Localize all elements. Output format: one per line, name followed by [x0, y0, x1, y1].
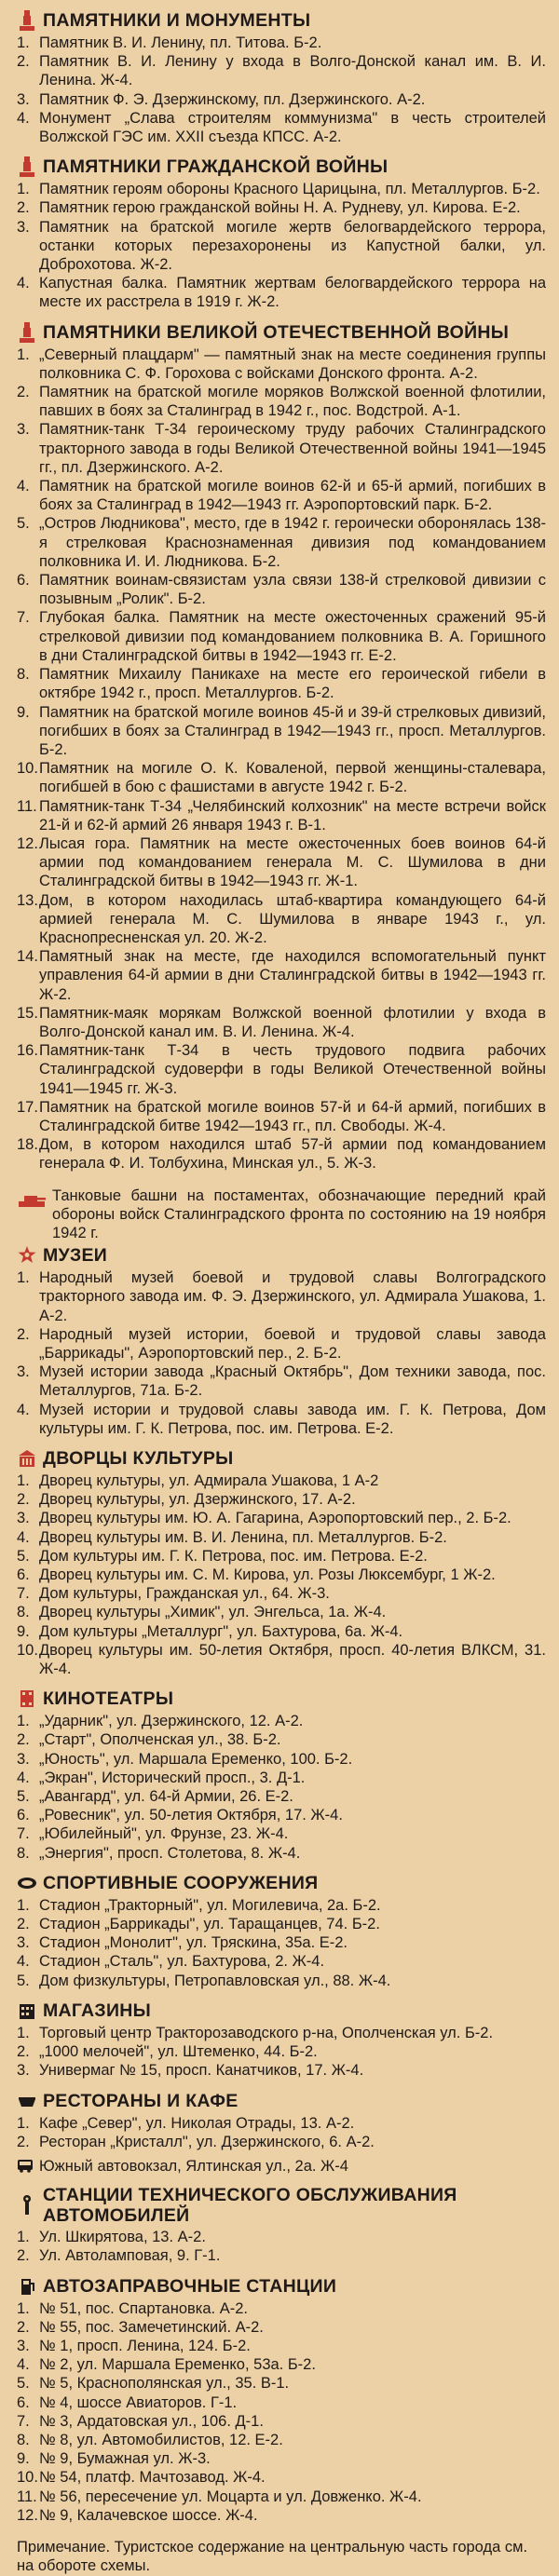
list-item	[17, 608, 546, 665]
list-item	[17, 2431, 546, 2449]
item-number: 7.	[17, 1825, 30, 1843]
item-number: 12.	[17, 2506, 38, 2524]
list-item	[17, 34, 546, 52]
section-header	[17, 1872, 546, 1894]
list-item	[17, 665, 546, 702]
item-text: Памятник героям обороны Красного Царицына, пл. Металлургов. Б-2.	[39, 181, 540, 198]
section-list	[17, 2114, 546, 2151]
section-title: ПАМЯТНИКИ ГРАЖДАНСКОЙ ВОЙНЫ	[43, 156, 389, 178]
item-number: 11.	[17, 797, 37, 815]
list-item	[17, 834, 546, 891]
item-text: Дворец культуры, ул. Адмирала Ушакова, 1 А-2	[39, 1472, 379, 1490]
list-item	[17, 1641, 546, 1678]
list-item	[17, 1363, 546, 1400]
item-number: 2.	[17, 1731, 30, 1749]
monument-icon	[17, 321, 37, 344]
list-item	[17, 218, 546, 275]
section-palaces	[17, 1447, 546, 1678]
item-number: 1.	[17, 1896, 30, 1914]
restaurant-icon	[17, 2090, 37, 2112]
item-text: Памятник-танк Т-34 „Челябинский колхозник" на месте встречи войск 21-й и 62-й армий 26 января 1943 г. В-1.	[39, 797, 546, 834]
item-number: 6.	[17, 572, 30, 590]
list-item	[17, 947, 546, 1004]
item-number: 6.	[17, 1807, 30, 1824]
item-text: Памятник Михаилу Паникахе на месте его героической гибели в октябре 1942 г., просп. Металлургов. Б-2.	[39, 666, 546, 702]
item-number: 2.	[17, 1325, 30, 1343]
bus-icon	[17, 2158, 34, 2177]
item-number: 8.	[17, 1844, 30, 1862]
section-header	[17, 156, 546, 178]
item-text: „Авангард", ул. 64-й Армии, 26. Е-2.	[39, 1788, 293, 1806]
item-number: 3.	[17, 421, 30, 439]
shop-icon	[17, 2000, 37, 2022]
list-item	[17, 2228, 546, 2246]
item-number: 7.	[17, 609, 30, 627]
list-item	[17, 198, 546, 217]
item-text: „Ровесник", ул. 50-летия Октября, 17. Ж-4.	[39, 1807, 343, 1824]
item-number: 8.	[17, 2431, 30, 2448]
item-number: 9.	[17, 2450, 30, 2468]
item-text: Глубокая балка. Памятник на месте ожесточенных сражений 95-й стрелковой дивизии под командованием полковника В. А. Горишного в дни Сталинградской битвы в 1942—1943 гг. Е-2.	[39, 609, 546, 664]
list-item	[17, 274, 546, 311]
item-number: 4.	[17, 1401, 30, 1418]
list-item	[17, 1004, 546, 1041]
item-number: 17.	[17, 1098, 38, 1116]
section-ww2	[17, 321, 546, 1173]
section-header	[17, 1244, 546, 1267]
list-item	[17, 1268, 546, 1325]
item-text: Ресторан „Кристалл", ул. Дзержинского, 6. А-2.	[39, 2133, 375, 2150]
item-text: „Остров Людникова", место, где в 1942 г. героически оборонялась 138-я стрелковая Краснознаменная дивизия под командованием полковника И. И. Людникова. Б-2.	[39, 515, 546, 570]
list-item	[17, 1325, 546, 1363]
item-number: 7.	[17, 2412, 30, 2430]
list-item	[17, 2299, 546, 2318]
item-text: Дворец культуры им. В. И. Ленина, пл. Металлургов. Б-2.	[39, 1528, 447, 1546]
item-text: Кафе „Север", ул. Николая Отрады, 13. А-2.	[39, 2114, 355, 2132]
item-text: Дворец культуры, ул. Дзержинского, 17. А-2.	[39, 1491, 356, 1509]
list-item	[17, 90, 546, 109]
list-item	[17, 1824, 546, 1843]
item-number: 15.	[17, 1004, 38, 1022]
item-number: 3.	[17, 1510, 30, 1527]
item-number: 9.	[17, 1622, 30, 1640]
stadium-icon	[17, 1872, 37, 1894]
list-item	[17, 1915, 546, 1933]
item-number: 9.	[17, 703, 30, 721]
section-title: ДВОРЦЫ КУЛЬТУРЫ	[43, 1448, 234, 1470]
section-title: СТАНЦИИ ТЕХНИЧЕСКОГО ОБСЛУЖИВАНИЯ АВТОМОБИЛЕЙ	[43, 2185, 457, 2227]
list-item	[17, 1528, 546, 1547]
section-list	[17, 1712, 546, 1863]
item-text: Музей истории завода „Красный Октябрь", Дом техники завода, пос. Металлургов, 71а. Б-2.	[39, 1363, 546, 1400]
item-number: 4.	[17, 478, 30, 495]
item-text: № 9, Калачевское шоссе. Ж-4.	[39, 2506, 258, 2524]
tanks-note-text: Танковые башни на постаментах, обозначающие передний край обороны войск Сталинградского фронта по состоянию на 19 ноября 1942 г.	[52, 1186, 546, 1241]
list-item	[17, 2374, 546, 2393]
item-number: 4.	[17, 109, 30, 127]
item-text: Памятник на братской могиле жертв белогвардейского террора, останки которых перезахоронены из Капустной балки, ул. Доброхотова. Ж-2.	[39, 218, 546, 274]
item-number: 3.	[17, 2062, 30, 2080]
list-item	[17, 2246, 546, 2265]
list-item	[17, 180, 546, 198]
section-list	[17, 2299, 546, 2525]
section-header	[17, 1688, 546, 1710]
item-number: 5.	[17, 2375, 30, 2393]
item-text: Стадион „Тракторный", ул. Могилевича, 2а. Б-2.	[39, 1896, 381, 1914]
item-number: 12.	[17, 834, 38, 852]
list-item	[17, 2042, 546, 2061]
item-number: 2.	[17, 199, 30, 217]
item-number: 10.	[17, 760, 38, 778]
item-text: Стадион „Монолит", ул. Тряскина, 35а. Е-2.	[39, 1934, 348, 1952]
list-item	[17, 1769, 546, 1787]
item-text: Стадион „Баррикады", ул. Таращанцев, 74. Б-2.	[39, 1916, 380, 1933]
cinema-icon	[17, 1688, 37, 1710]
item-text: Дворец культуры им. Ю. А. Гагарина, Аэропортовский пер., 2. Б-2.	[39, 1510, 511, 1527]
list-item	[17, 1490, 546, 1509]
item-number: 5.	[17, 515, 30, 533]
list-item	[17, 1547, 546, 1566]
bus-station-entry	[17, 2157, 546, 2176]
item-text: „Северный плацдарм" — памятный знак на месте соединения группы полковника С. Ф. Горохова с войсками Донского фронта. А-2.	[39, 346, 546, 382]
item-number: 2.	[17, 2133, 30, 2150]
item-number: 1.	[17, 2299, 30, 2317]
item-text: „Энергия", просп. Столетова, 8. Ж-4.	[39, 1844, 301, 1862]
item-number: 2.	[17, 53, 30, 71]
item-text: Памятник В. И. Ленину у входа в Волго-Донской канал им. В. И. Ленина. Ж-4.	[39, 53, 546, 89]
list-item	[17, 1041, 546, 1098]
item-number: 16.	[17, 1042, 38, 1060]
item-text: Памятник-танк Т-34 в честь трудового подвига рабочих Сталинградской судоверфи в годы Великой Отечественной войны 1941—1945 гг. Ж-3.	[39, 1042, 546, 1097]
item-text: Лысая гора. Памятник на месте ожесточенных боев воинов 64-й армии под командованием генерала М. С. Шумилова в дни Сталинградской битвы в 1942—1943 гг. Ж-1.	[39, 834, 546, 890]
list-item	[17, 703, 546, 760]
list-item	[17, 2355, 546, 2374]
item-number: 8.	[17, 1604, 30, 1621]
list-item	[17, 1566, 546, 1584]
item-number: 3.	[17, 1750, 30, 1768]
section-list	[17, 2024, 546, 2081]
item-text: Дом культуры, Гражданская ул., 64. Ж-3.	[39, 1585, 330, 1603]
list-item	[17, 1787, 546, 1806]
list-item	[17, 1098, 546, 1135]
section-title: МУЗЕИ	[43, 1245, 108, 1267]
list-item	[17, 2449, 546, 2468]
item-number: 2.	[17, 2043, 30, 2061]
item-text: № 1, просп. Ленина, 124. Б-2.	[39, 2337, 251, 2354]
item-number: 6.	[17, 1566, 30, 1584]
list-item	[17, 2412, 546, 2431]
list-item	[17, 1712, 546, 1730]
item-text: Монумент „Слава строителям коммунизма" в честь строителей Волжской ГЭС им. XXII съезда КПСС. А-2.	[39, 109, 546, 146]
section-civil-war	[17, 156, 546, 311]
item-text: Народный музей истории, боевой и трудовой славы завода „Баррикады", Аэропортовский пер., 2. Б-2.	[39, 1325, 546, 1362]
list-item	[17, 1730, 546, 1749]
item-text: № 4, шоссе Авиаторов. Г-1.	[39, 2393, 238, 2411]
section-shops	[17, 2000, 546, 2081]
list-item	[17, 2506, 546, 2525]
list-item	[17, 1952, 546, 1971]
museum-icon	[17, 1244, 37, 1267]
item-number: 3.	[17, 90, 30, 108]
item-number: 1.	[17, 34, 30, 51]
list-item	[17, 2488, 546, 2506]
section-header	[17, 2090, 546, 2112]
section-title: МАГАЗИНЫ	[43, 2000, 152, 2021]
item-text: Памятник В. И. Ленину, пл. Титова. Б-2.	[39, 34, 322, 51]
list-item	[17, 1750, 546, 1769]
item-number: 1.	[17, 1269, 30, 1287]
item-number: 5.	[17, 1788, 30, 1806]
list-item	[17, 1896, 546, 1915]
list-item	[17, 891, 546, 948]
item-text: „Ударник", ул. Дзержинского, 12. А-2.	[39, 1713, 304, 1730]
item-text: Дворец культуры им. С. М. Кирова, ул. Розы Люксембург, 1 Ж-2.	[39, 1566, 496, 1584]
section-title: КИНОТЕАТРЫ	[43, 1688, 174, 1710]
item-number: 2.	[17, 384, 30, 401]
item-text: № 2, ул. Маршала Еременко, 53а. Б-2.	[39, 2356, 316, 2374]
list-item	[17, 1603, 546, 1621]
item-text: „Юбилейный", ул. Фрунзе, 23. Ж-4.	[39, 1825, 289, 1843]
item-text: Памятник на братской могиле воинов 57-й и 64-й армий, погибших в Сталинградской битве 1942—1943 гг., пл. Свободы. Ж-4.	[39, 1098, 546, 1134]
list-item	[17, 1933, 546, 1952]
item-number: 3.	[17, 2337, 30, 2354]
list-item	[17, 2133, 546, 2151]
item-number: 2.	[17, 1916, 30, 1933]
service-icon	[17, 2194, 37, 2217]
list-item	[17, 1135, 546, 1173]
item-text: № 3, Ардатовская ул., 106. Д-1.	[39, 2412, 264, 2430]
list-item	[17, 1844, 546, 1863]
section-list	[17, 346, 546, 1173]
list-item	[17, 1806, 546, 1824]
item-number: 10.	[17, 2469, 38, 2487]
item-number: 4.	[17, 275, 30, 292]
item-number: 1.	[17, 1713, 30, 1730]
fuel-icon	[17, 2275, 37, 2298]
item-number: 8.	[17, 666, 30, 684]
list-item	[17, 2337, 546, 2355]
item-text: Памятник Ф. Э. Дзержинскому, пл. Дзержинского. А-2.	[39, 90, 426, 108]
section-fuel	[17, 2275, 546, 2525]
item-text: № 54, платф. Мачтозавод. Ж-4.	[39, 2469, 266, 2487]
item-number: 2.	[17, 1491, 30, 1509]
list-item	[17, 2318, 546, 2337]
list-item	[17, 2061, 546, 2080]
section-header	[17, 321, 546, 344]
list-item	[17, 1584, 546, 1603]
item-text: Дом, в котором находился штаб 57-й армии под командованием генерала Ф. И. Толбухина, Минская ул., 5. Ж-3.	[39, 1136, 546, 1173]
section-title: ПАМЯТНИКИ И МОНУМЕНТЫ	[43, 10, 311, 31]
list-item	[17, 383, 546, 420]
list-item	[17, 2114, 546, 2133]
item-number: 1.	[17, 2114, 30, 2132]
item-text: Памятник герою гражданской войны Н. А. Рудневу, ул. Кирова. Е-2.	[39, 199, 521, 217]
section-list	[17, 1471, 546, 1678]
list-item	[17, 2393, 546, 2412]
list-item	[17, 1471, 546, 1490]
item-text: Памятный знак на месте, где находился вспомогательный пункт управления 64-й армии в дни Сталинградской битвы в 1942—1943 гг. Ж-2.	[39, 948, 546, 1003]
legend-part-places	[17, 1244, 546, 2525]
item-text: Дворец культуры им. 50-летия Октября, просп. 40-летия ВЛКСМ, 31. Ж-4.	[39, 1641, 546, 1678]
item-number: 5.	[17, 1547, 30, 1565]
item-text: Памятник-маяк морякам Волжской военной флотилии у входа в Волго-Донской канал им. В. И. Ленина. Ж-4.	[39, 1004, 546, 1040]
item-number: 13.	[17, 891, 38, 909]
item-text: Дом культуры „Металлург", ул. Бахтурова, 6а. Ж-4.	[39, 1622, 403, 1640]
item-text: Ул. Шкирятова, 13. А-2.	[39, 2229, 206, 2246]
tanks-note	[17, 1186, 546, 1243]
list-item	[17, 514, 546, 571]
item-text: Дворец культуры „Химик", ул. Энгельса, 1а. Ж-4.	[39, 1604, 387, 1621]
list-item	[17, 346, 546, 383]
item-text: № 55, пос. Замечетинский. А-2.	[39, 2318, 264, 2336]
item-number: 2.	[17, 2247, 30, 2265]
section-header	[17, 1447, 546, 1470]
item-text: Памятник на братской могиле воинов 45-й и 39-й стрелковых дивизий, погибших в боях за Сталинград в 1942—1943 гг., просп. Металлургов. Б-2.	[39, 703, 546, 758]
item-number: 3.	[17, 218, 30, 236]
list-item	[17, 109, 546, 146]
section-museums	[17, 1244, 546, 1438]
section-header	[17, 2000, 546, 2022]
footnote: Примечание. Туристское содержание на центральную часть города см. на обороте схемы.	[17, 2538, 528, 2575]
item-text: Торговый центр Тракторозаводского р-на, Ополченская ул. Б-2.	[39, 2024, 494, 2041]
section-monuments	[17, 9, 546, 146]
item-text: Дом культуры им. Г. К. Петрова, пос. им. Петрова. Е-2.	[39, 1547, 428, 1565]
section-list	[17, 1268, 546, 1438]
palace-icon	[17, 1447, 37, 1470]
list-item	[17, 52, 546, 89]
item-number: 4.	[17, 1528, 30, 1546]
list-item	[17, 1509, 546, 1527]
item-number: 1.	[17, 181, 30, 198]
item-number: 1.	[17, 2229, 30, 2246]
list-item	[17, 477, 546, 514]
item-text: Дом физкультуры, Петропавловская ул., 88. Ж-4.	[39, 1972, 391, 1989]
item-number: 4.	[17, 1769, 30, 1786]
item-number: 18.	[17, 1136, 38, 1154]
section-service	[17, 2185, 546, 2265]
section-sports	[17, 1872, 546, 1990]
section-header	[17, 2185, 546, 2226]
item-text: „Старт", Ополченская ул., 38. Б-2.	[39, 1731, 281, 1749]
item-text: № 56, пересечение ул. Моцарта и ул. Довженко. Ж-4.	[39, 2488, 422, 2505]
item-text: № 5, Краснополянская ул., 35. В-1.	[39, 2375, 290, 2393]
item-text: Дом, в котором находилась штаб-квартира командующего 64-й армией генерала М. С. Шумилова в январе 1943 г., ул. Краснопресненская ул. 20. Ж-2.	[39, 891, 546, 946]
list-item	[17, 759, 546, 796]
item-text: Памятник на братской могиле моряков Волжской военной флотилии, павших в боях за Сталинград в 1942 г., пос. Водстрой. А-1.	[39, 384, 546, 420]
section-cinemas	[17, 1688, 546, 1863]
section-list	[17, 2228, 546, 2265]
section-list	[17, 180, 546, 311]
list-item	[17, 2024, 546, 2042]
item-number: 1.	[17, 346, 30, 363]
item-number: 6.	[17, 2393, 30, 2411]
section-list	[17, 34, 546, 146]
list-item	[17, 1972, 546, 1990]
item-number: 2.	[17, 2318, 30, 2336]
item-text: Народный музей боевой и трудовой славы Волгоградского тракторного завода им. Ф. Э. Дзержинского, ул. Адмирала Ушакова, 1. А-2.	[39, 1269, 546, 1324]
list-item	[17, 2468, 546, 2487]
item-text: Капустная балка. Памятник жертвам белогвардейского террора на месте их расстрела в 1919 г. Ж-2.	[39, 275, 546, 311]
item-number: 14.	[17, 948, 38, 966]
item-number: 5.	[17, 1972, 30, 1989]
section-header	[17, 9, 546, 32]
item-text: Памятник-танк Т-34 героическому труду рабочих Сталинградского тракторного завода в годы Великой Отечественной войны 1941—1945 гг., пл. Дзержинского. А-2.	[39, 421, 546, 476]
item-number: 1.	[17, 1472, 30, 1490]
item-number: 10.	[17, 1641, 38, 1659]
item-number: 4.	[17, 2356, 30, 2374]
item-text: Музей истории и трудовой славы завода им. Г. К. Петрова, Дом культуры им. Г. К. Петрова, пос. им. Петрова. Е-2.	[39, 1401, 546, 1437]
item-text: Стадион „Сталь", ул. Бахтурова, 2. Ж-4.	[39, 1953, 325, 1971]
legend-part-monuments	[17, 9, 546, 1173]
item-text: „Юность", ул. Маршала Еременко, 100. Б-2.	[39, 1750, 353, 1768]
section-title: РЕСТОРАНЫ И КАФЕ	[43, 2090, 239, 2111]
item-number: 3.	[17, 1363, 30, 1381]
item-text: Ул. Автоламповая, 9. Г-1.	[39, 2247, 221, 2265]
section-title: СПОРТИВНЫЕ СООРУЖЕНИЯ	[43, 1872, 319, 1893]
item-text: Памятник на братской могиле воинов 62-й и 65-й армий, погибших в боях за Сталинград в 1942—1943 гг. Аэропортовский парк. Б-2.	[39, 478, 546, 514]
section-title: АВТОЗАПРАВОЧНЫЕ СТАНЦИИ	[43, 2275, 337, 2297]
item-text: № 51, пос. Спартановка. А-2.	[39, 2299, 248, 2317]
item-text: Памятник воинам-связистам узла связи 138-й стрелковой дивизии с позывным „Ролик". Б-2.	[39, 572, 546, 608]
item-text: Универмаг № 15, просп. Канатчиков, 17. Ж-4.	[39, 2062, 364, 2080]
tank-turret-icon	[17, 1188, 47, 1209]
item-text: „1000 мелочей", ул. Штеменко, 44. Б-2.	[39, 2043, 318, 2061]
section-list	[17, 1896, 546, 1990]
item-number: 7.	[17, 1585, 30, 1603]
item-number: 11.	[17, 2488, 37, 2505]
monument-icon	[17, 9, 37, 32]
list-item	[17, 571, 546, 608]
list-item	[17, 797, 546, 834]
bus-station-text: Южный автовокзал, Ялтинская ул., 2а. Ж-4	[39, 2157, 348, 2175]
section-restaurants	[17, 2090, 546, 2176]
list-item	[17, 1622, 546, 1641]
section-title: ПАМЯТНИКИ ВЕЛИКОЙ ОТЕЧЕСТВЕННОЙ ВОЙНЫ	[43, 321, 510, 343]
item-text: Памятник на могиле О. К. Коваленой, первой женщины-сталевара, погибшей в бою с фашистами в августе 1942 г. Б-2.	[39, 760, 546, 796]
monument-icon	[17, 156, 37, 178]
item-text: № 8, ул. Автомобилистов, 12. Е-2.	[39, 2431, 283, 2448]
item-text: „Экран", Исторический просп., 3. Д-1.	[39, 1769, 306, 1786]
section-header	[17, 2275, 546, 2298]
item-number: 1.	[17, 2024, 30, 2041]
item-text: № 9, Бумажная ул. Ж-3.	[39, 2450, 211, 2468]
list-item	[17, 420, 546, 477]
item-number: 3.	[17, 1934, 30, 1952]
list-item	[17, 1401, 546, 1438]
item-number: 4.	[17, 1953, 30, 1971]
